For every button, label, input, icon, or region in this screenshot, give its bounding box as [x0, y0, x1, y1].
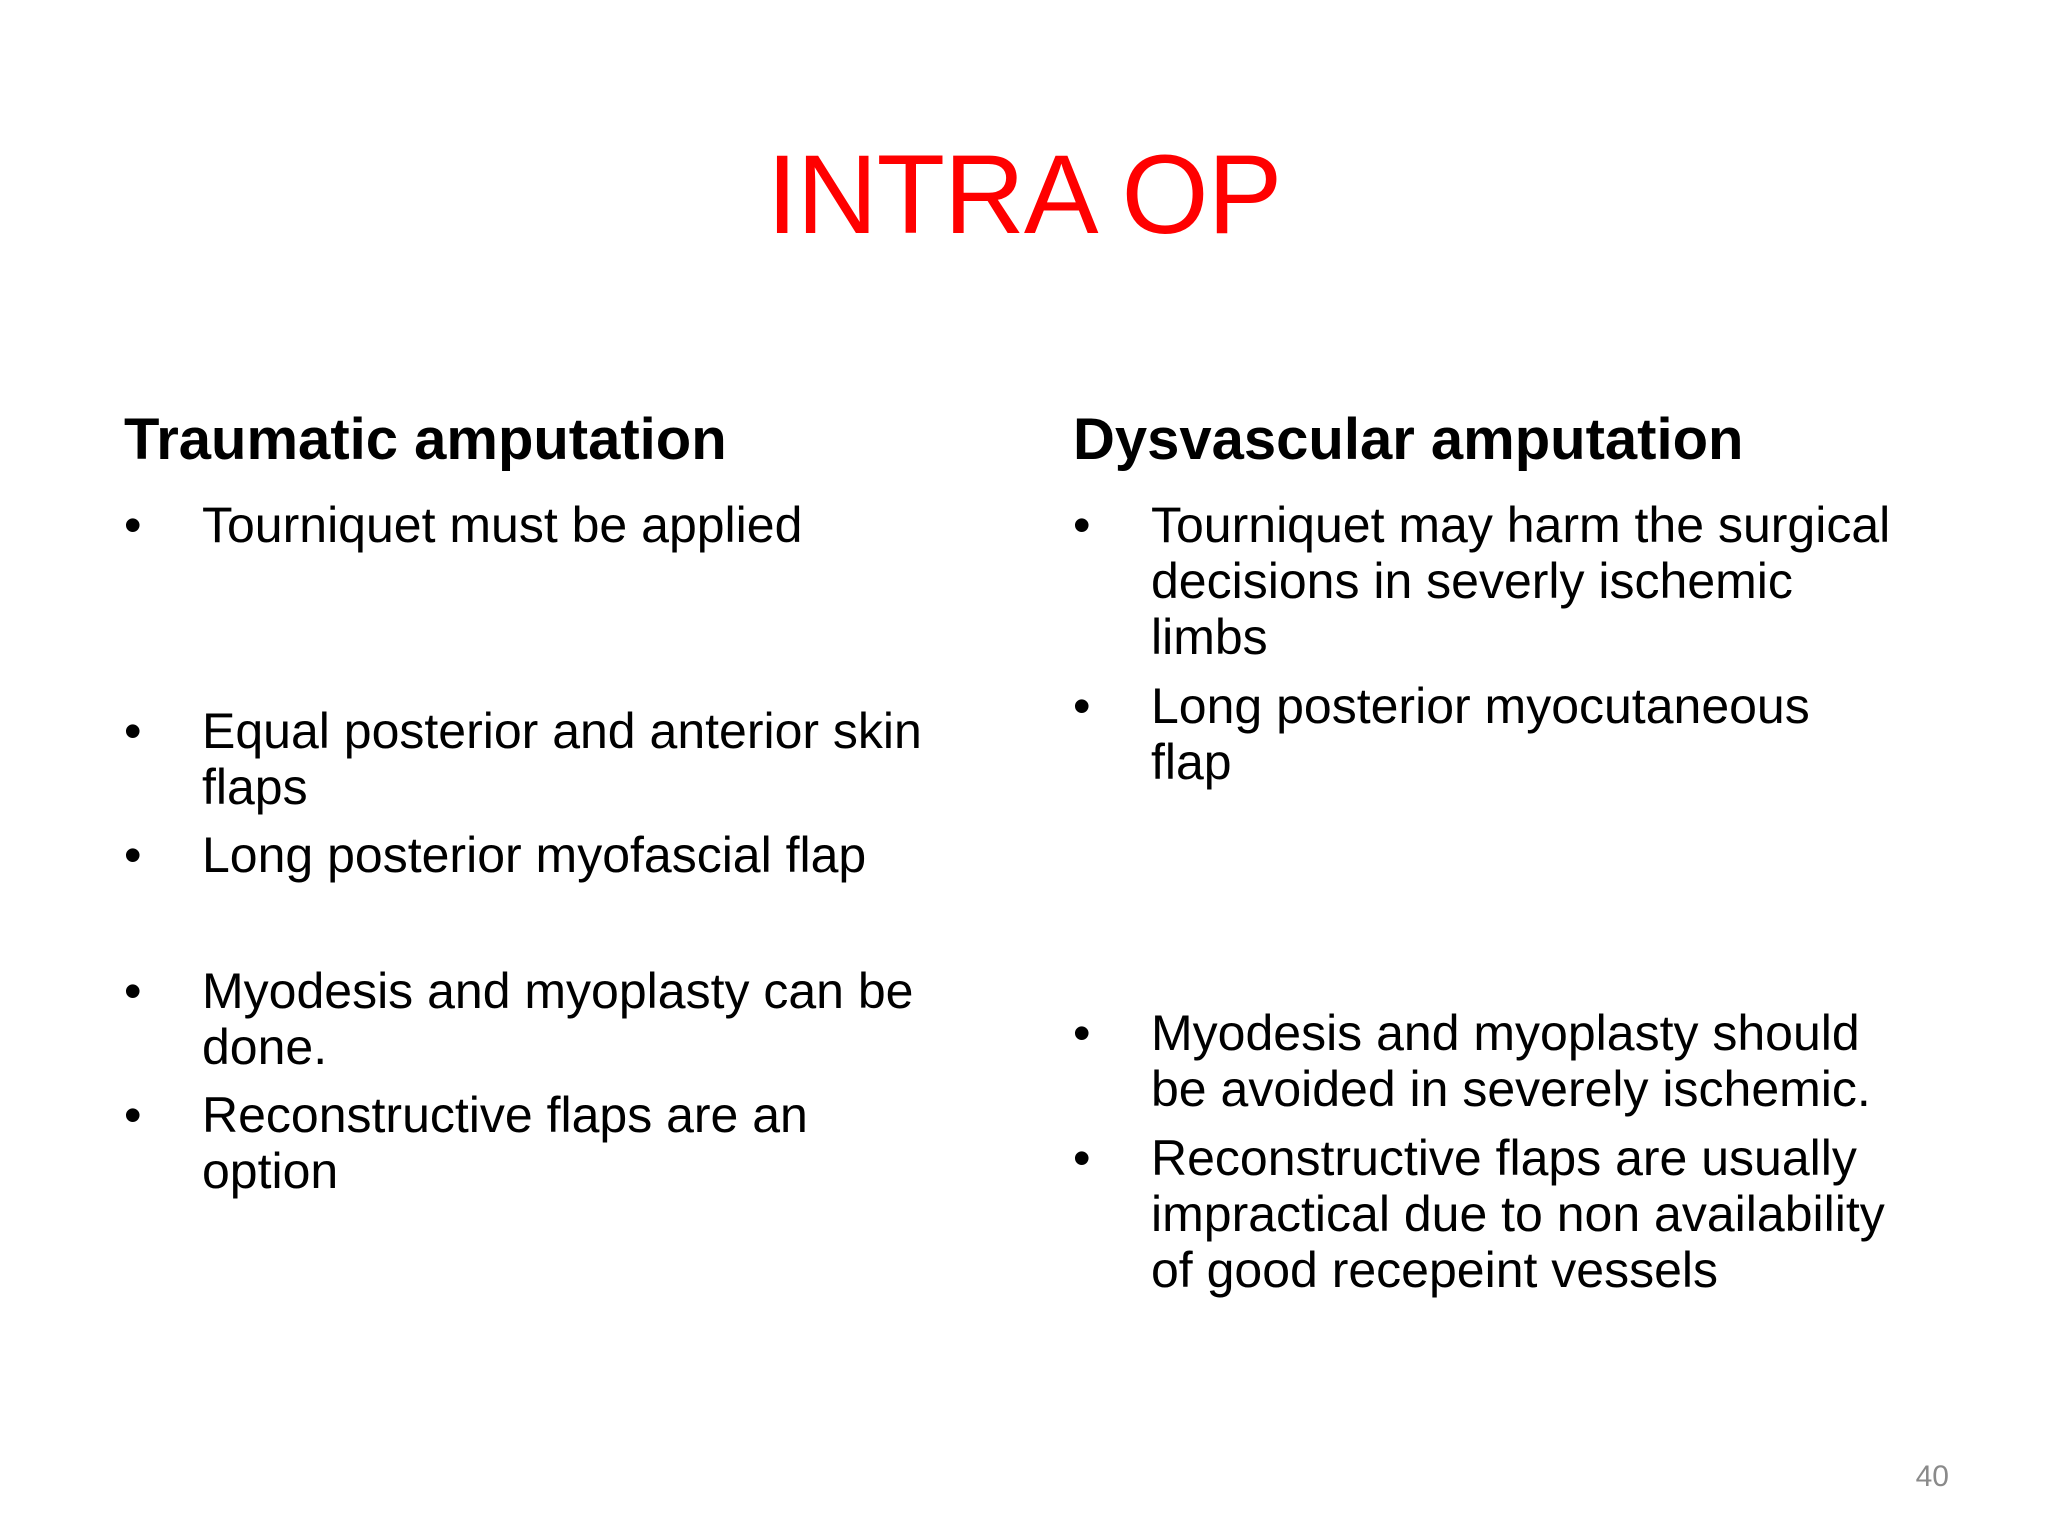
bullet-line: done.	[202, 1019, 328, 1075]
bullet-dot: •	[124, 497, 142, 553]
bullet-text	[202, 497, 802, 553]
bullet-line: of good recepeint vessels	[1151, 1242, 1719, 1298]
bullet-text	[1151, 497, 1890, 665]
bullet-line: Long posterior myocutaneous	[1151, 678, 1810, 734]
bullet-dot: •	[1073, 678, 1091, 734]
bullet-line: Reconstructive flaps are usually	[1151, 1130, 1857, 1186]
bullet-text	[202, 827, 866, 883]
bullet-line: Reconstructive flaps are an	[202, 1087, 808, 1143]
bullet-text	[1151, 1130, 1885, 1298]
bullet-dot: •	[1073, 1130, 1091, 1186]
bullet-line: Myodesis and myoplasty can be	[202, 963, 914, 1019]
bullet-line: Myodesis and myoplasty should	[1151, 1005, 1860, 1061]
bullet-line: flaps	[202, 759, 308, 815]
bullet-dot: •	[124, 1087, 142, 1143]
bullet-line: option	[202, 1143, 339, 1199]
left-column-heading: Traumatic amputation	[124, 407, 727, 472]
bullet-text	[1151, 678, 1810, 790]
bullet-line: Long posterior myofascial flap	[202, 827, 867, 883]
bullet-line: Tourniquet must be applied	[202, 497, 803, 553]
bullet-dot: •	[124, 703, 142, 759]
page-number: 40	[1915, 1460, 1949, 1493]
bullet-dot: •	[1073, 497, 1091, 553]
bullet-line: decisions in severly ischemic	[1151, 553, 1793, 609]
bullet-text	[1151, 1005, 1871, 1117]
bullet-dot: •	[124, 963, 142, 1019]
bullet-text	[202, 703, 922, 815]
bullet-line: Equal posterior and anterior skin	[202, 703, 922, 759]
bullet-line: Tourniquet may harm the surgical	[1151, 497, 1891, 553]
bullet-dot: •	[124, 827, 142, 883]
bullet-line: impractical due to non availability	[1151, 1186, 1885, 1242]
bullet-line: be avoided in severely ischemic.	[1151, 1061, 1871, 1117]
bullet-line: limbs	[1151, 609, 1268, 665]
right-column-heading: Dysvascular amputation	[1073, 407, 1744, 472]
slide-title: INTRA OP	[766, 132, 1282, 257]
bullet-text	[202, 963, 913, 1075]
bullet-line: flap	[1151, 734, 1232, 790]
bullet-text	[202, 1087, 808, 1199]
bullet-dot: •	[1073, 1005, 1091, 1061]
